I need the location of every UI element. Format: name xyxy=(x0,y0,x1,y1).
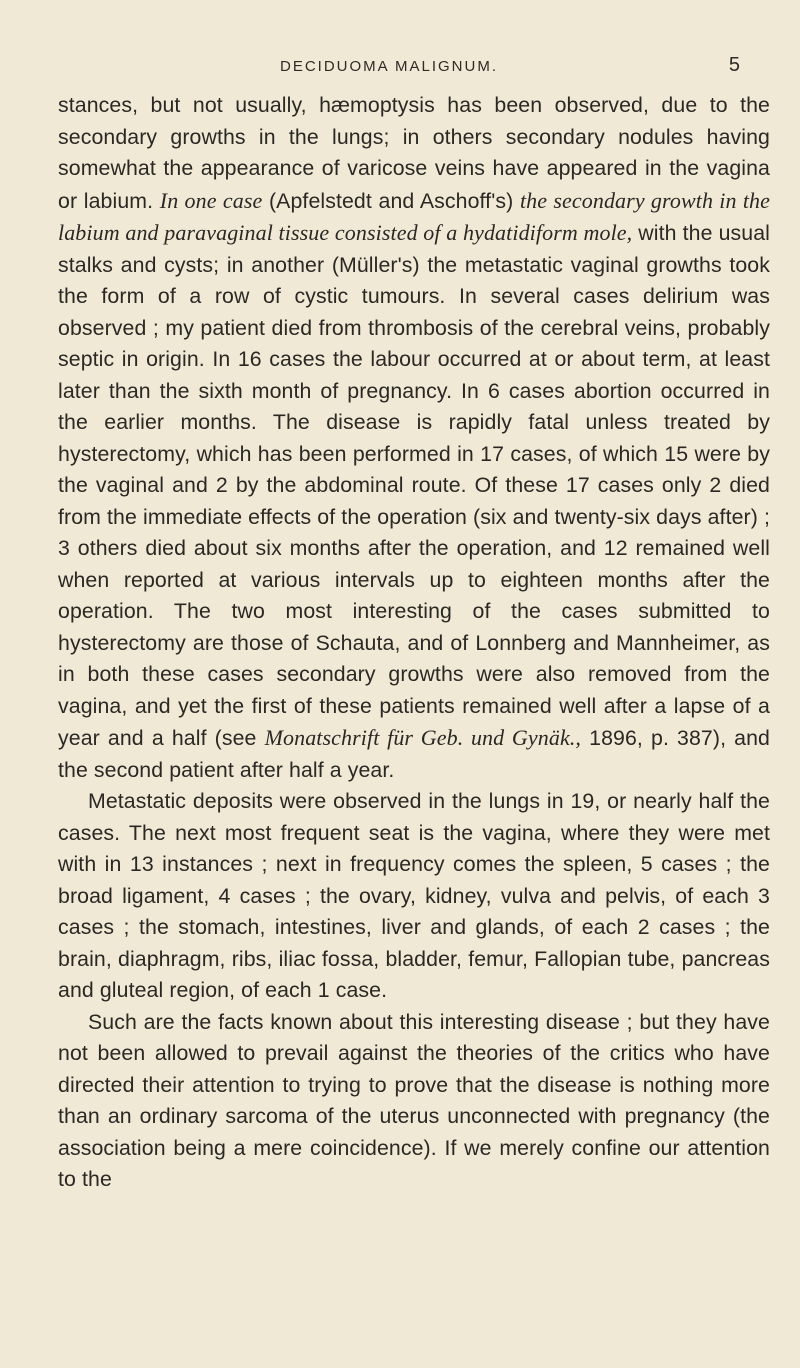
text-segment: (Apfelstedt and Aschoff's) xyxy=(262,188,520,213)
text-segment: with the usual stalks and cysts; in another (Müller's) the metastatic vaginal growths took the form of a row of cystic tumours. In several cases delirium was observed ; my patient died from thrombosis of the cerebral veins, probably septic in origin. In 16 cases the labour occurred at or about term, at least later than the sixth month of pregnancy. In 6 cases abortion occurred in the earlier months. The disease is rapidly fatal unless treated by hysterectomy, which has been performed in 17 cases, of which 15 were by the vaginal and 2 by the abdominal route. Of these 17 cases only 2 died from the immediate effects of the operation (six and twenty-six days after) ; 3 others died about six months after the operation, and 12 remained well when reported at various intervals up to eighteen months after the operation. The two most interesting of the cases submitted to hysterectomy are those of Schauta, and of Lonnberg and Mannheimer, as in both these cases secondary growths were also removed from the vagina, and yet the first of these patients remained well after a lapse of a year and a half (see xyxy=(58,221,770,750)
text-segment: stances, but not usually, hæmoptysis has been observed, due to the secondary growths in the lungs; in others secondary nodules having somewhat the appearance of varicose veins have appeared in the vagina or labium. xyxy=(58,93,770,213)
running-head xyxy=(58,0,770,76)
text-segment: Metastatic deposits were observed in the lungs in 19, or nearly half the cases. The next most frequent seat is the vagina, where they were met with in 13 instances ; next in frequency comes the spleen, 5 cases ; the broad ligament, 4 cases ; the ovary, kidney, vulva and pelvis, of each 3 cases ; the stomach, intestines, liver and glands, of each 2 cases ; the brain, diaphragm, ribs, iliac fossa, bladder, femur, Fallopian tube, pancreas and gluteal region, of each 1 case. xyxy=(58,789,770,1002)
paragraph xyxy=(58,90,770,786)
paragraph xyxy=(58,1007,770,1196)
page-number: 5 xyxy=(728,54,740,76)
italic-text: In one case xyxy=(159,187,263,213)
body-text xyxy=(58,90,770,1196)
running-title: DECIDUOMA MALIGNUM. xyxy=(279,58,498,75)
italic-text: the secondary growth in the labium and paravaginal tissue consisted of a hydatidiform mole, xyxy=(58,187,770,245)
text-segment: 1896, p. 387), and the second patient after half a year. xyxy=(58,726,770,782)
italic-text: Monatschrift für Geb. und Gynäk., xyxy=(264,725,582,750)
text-segment: Such are the facts known about this interesting disease ; but they have not been allowed to prevail against the theories of the critics who have directed their attention to trying to prove that the disease is nothing more than an ordinary sarcoma of the uterus unconnected with pregnancy (the association being a mere coincidence). If we merely confine our attention to the xyxy=(58,1009,770,1191)
paragraph xyxy=(58,786,770,1007)
